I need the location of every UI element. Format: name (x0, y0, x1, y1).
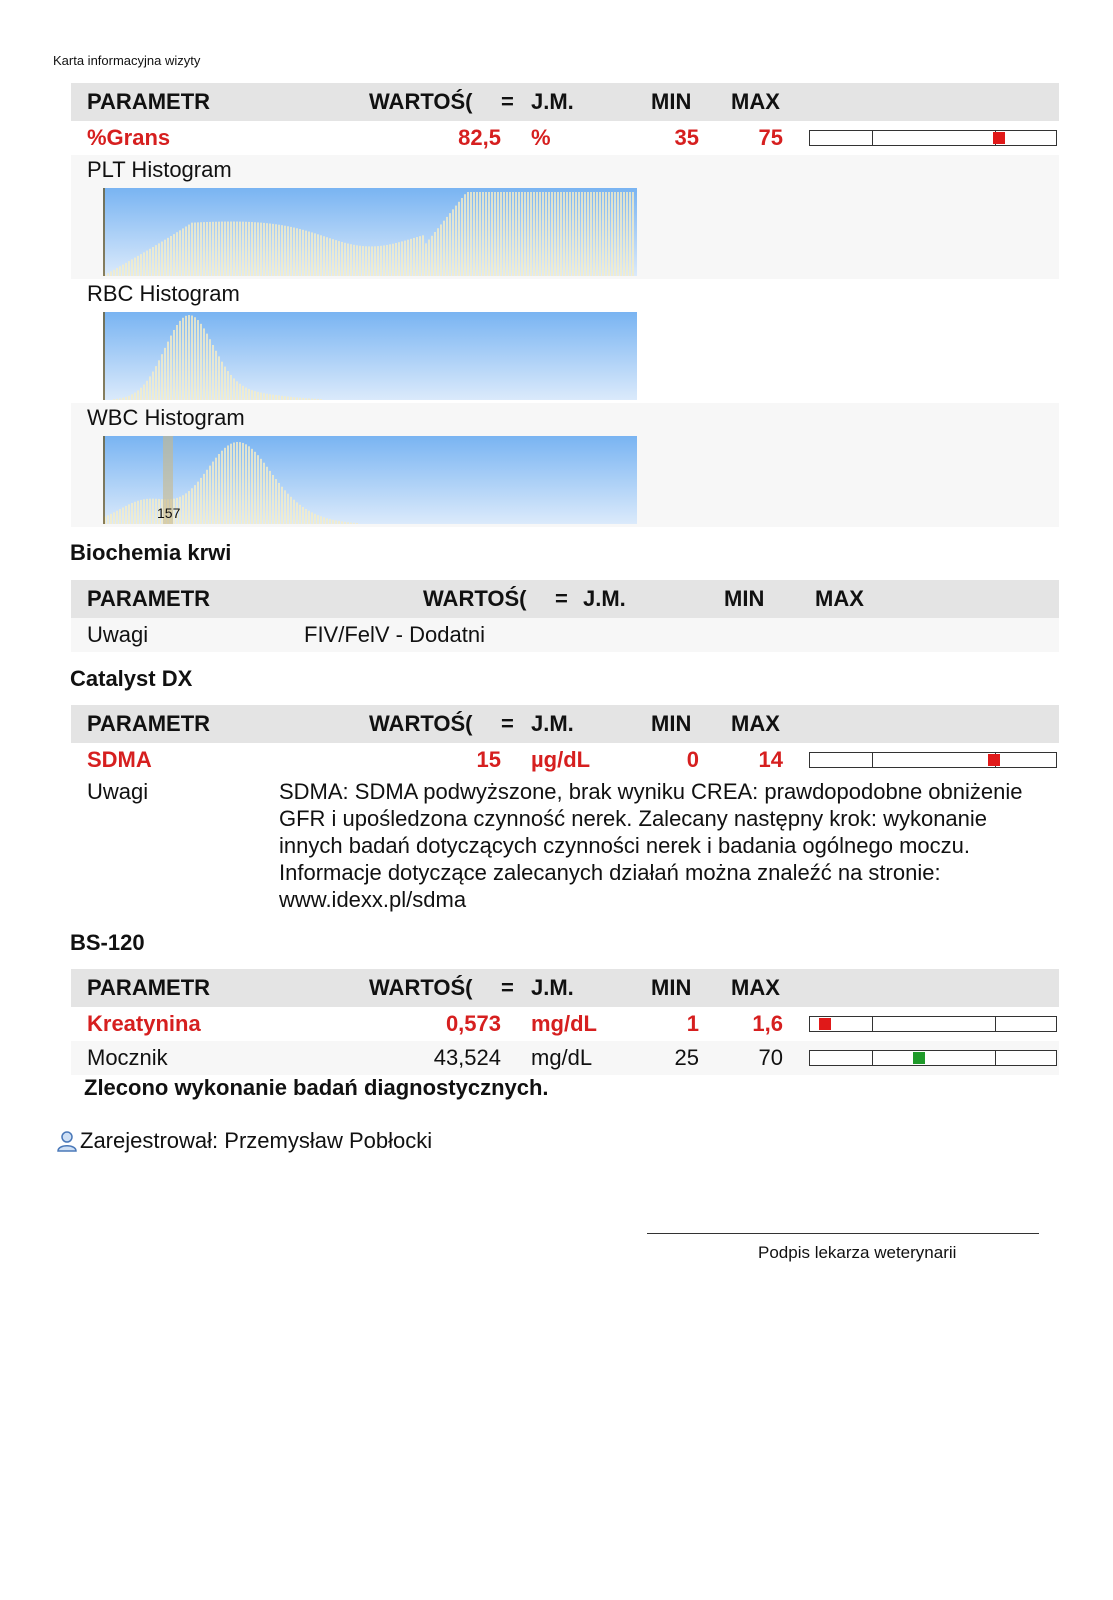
uwagi-line: SDMA: SDMA podwyższone, brak wyniku CREA: prawdopodobne obniżenie (279, 779, 1023, 804)
param-value: 43,524 (433, 1045, 501, 1070)
header-eq: = (555, 586, 568, 611)
param-name: Mocznik (87, 1045, 168, 1070)
header-min: MIN (651, 711, 692, 736)
range-bar (809, 1050, 1057, 1066)
uwagi-line: www.idexx.pl/sdma (279, 887, 467, 912)
table-header (71, 705, 1059, 743)
header-min: MIN (651, 975, 692, 1000)
range-bar (809, 752, 1057, 768)
uwagi-label: Uwagi (87, 779, 149, 804)
param-min: 25 (674, 1045, 699, 1070)
table-row (71, 1041, 1059, 1075)
histogram-label: WBC Histogram (87, 405, 245, 430)
param-max: 1,6 (752, 1011, 783, 1036)
plt-histogram (103, 188, 637, 276)
param-unit: mg/dL (531, 1045, 593, 1070)
param-max: 14 (758, 747, 783, 772)
document-title: Karta informacyjna wizyty (53, 53, 201, 68)
table-row (71, 121, 1059, 155)
param-name: Kreatynina (87, 1011, 201, 1036)
registered-by (56, 1128, 432, 1154)
range-marker (913, 1052, 925, 1064)
uwagi-line: GFR i upośledzona czynność nerek. Zalecany następny krok: wykonanie (279, 806, 988, 831)
uwagi-label: Uwagi (87, 622, 149, 647)
signature-line (647, 1233, 1039, 1234)
uwagi-text (279, 778, 1109, 913)
param-min: 1 (686, 1011, 699, 1036)
param-unit: % (531, 125, 551, 150)
section-title-catalyst: Catalyst DX (70, 666, 193, 691)
table-header (71, 969, 1059, 1007)
range-bar (809, 1016, 1057, 1032)
uwagi-block (71, 778, 1059, 918)
header-max: MAX (731, 711, 780, 736)
table-header (71, 83, 1059, 121)
diagnostic-note: Zlecono wykonanie badań diagnostycznych. (84, 1075, 549, 1100)
header-param: PARAMETR (87, 89, 211, 114)
section-title-biochem: Biochemia krwi (70, 540, 232, 565)
table-row (71, 743, 1059, 777)
table-row (71, 1007, 1059, 1041)
registered-text: Zarejestrował: Przemysław Pobłocki (80, 1128, 433, 1153)
param-value: 0,573 (445, 1011, 501, 1036)
rbc-histogram (103, 312, 637, 400)
histogram-label: RBC Histogram (87, 281, 240, 306)
header-value: WARTOŚ( (423, 586, 527, 611)
header-eq: = (501, 711, 514, 736)
param-unit: mg/dL (531, 1011, 597, 1036)
param-name: %Grans (87, 125, 171, 150)
header-max: MAX (731, 89, 780, 114)
param-value: 15 (476, 747, 501, 772)
histogram-panel-wbc (71, 403, 1059, 527)
header-param: PARAMETR (87, 975, 211, 1000)
signature-label: Podpis lekarza weterynarii (758, 1243, 957, 1262)
header-value: WARTOŚ( (369, 975, 473, 1000)
section-title-bs120: BS-120 (70, 930, 145, 955)
user-icon (56, 1130, 78, 1152)
range-marker (819, 1018, 831, 1030)
header-max: MAX (815, 586, 864, 611)
histogram-panel-plt (71, 155, 1059, 279)
param-min: 35 (674, 125, 699, 150)
param-name: SDMA (87, 747, 152, 772)
header-value: WARTOŚ( (369, 711, 473, 736)
range-marker (988, 754, 1000, 766)
header-eq: = (501, 89, 514, 114)
param-max: 70 (758, 1045, 783, 1070)
header-eq: = (501, 975, 514, 1000)
range-marker (993, 132, 1005, 144)
wbc-histogram (103, 436, 637, 524)
header-min: MIN (724, 586, 765, 611)
header-max: MAX (731, 975, 780, 1000)
header-unit: J.M. (531, 89, 574, 114)
header-param: PARAMETR (87, 711, 211, 736)
uwagi-line: Informacje dotyczące zalecanych działań można znaleźć na stronie: (279, 860, 941, 885)
range-bar (809, 130, 1057, 146)
param-min: 0 (686, 747, 699, 772)
table-header (71, 580, 1059, 618)
table-row (71, 618, 1059, 652)
param-max: 75 (758, 125, 783, 150)
histogram-label: PLT Histogram (87, 157, 232, 182)
header-min: MIN (651, 89, 692, 114)
header-unit: J.M. (531, 711, 574, 736)
uwagi-value: FIV/FelV - Dodatni (304, 622, 485, 647)
histogram-panel-rbc (71, 279, 1059, 403)
header-param: PARAMETR (87, 586, 211, 611)
param-unit: µg/dL (531, 747, 591, 772)
header-unit: J.M. (531, 975, 574, 1000)
param-value: 82,5 (458, 125, 501, 150)
header-unit: J.M. (583, 586, 626, 611)
uwagi-line: innych badań dotyczących czynności nerek i badania ogólnego moczu. (279, 833, 970, 858)
wbc-marker-label: 157 (157, 505, 181, 521)
header-value: WARTOŚ( (369, 89, 473, 114)
